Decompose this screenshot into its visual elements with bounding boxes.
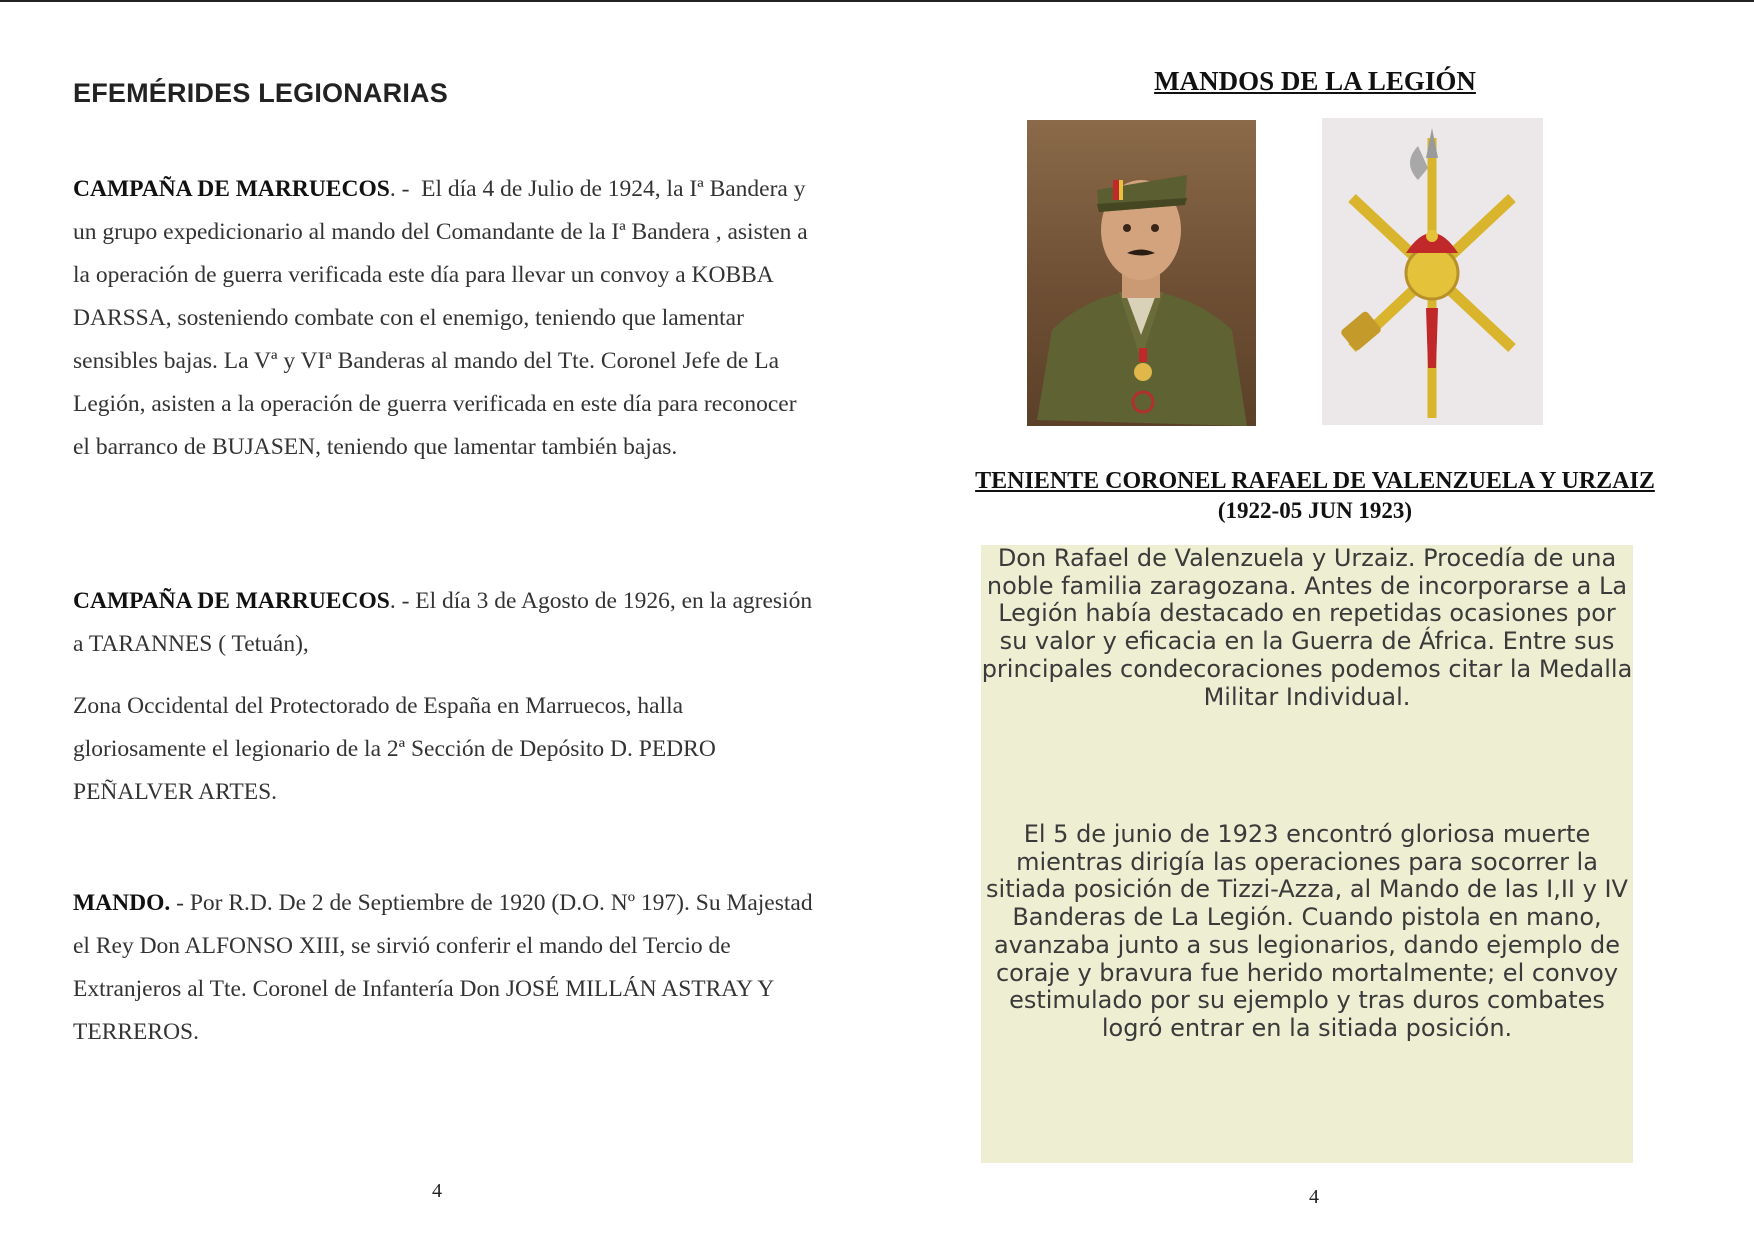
entry-2-text: El día 3 de Agosto de 1926, en la agresión a TARANNES ( Tetuán), [73,588,813,657]
entry-2-heading: CAMPAÑA DE MARRUECOS [73,588,390,614]
biography-paragraph-1: Don Rafael de Valenzuela y Urzaiz. Procedía de una noble familia zaragozana. Antes de incorporarse a La Legión había destacado en repetidas ocasiones por su valor y eficacia en la Guerra de África. Entre sus principales condecoraciones podemos citar la Medalla Militar Individual. [981,544,1633,711]
right-page-title: MANDOS DE LA LEGIÓN [1154,66,1476,96]
biography-box [981,545,1633,1163]
legion-emblem-drawing [1322,118,1543,425]
entry-1-text: El día 4 de Julio de 1924, la Iª Bandera y un grupo expedicionario al mando del Comandante de la Iª Bandera , asisten a la operación de guerra verificada este día para llevar un convoy a KOBBA DARSSA, sosteniendo combate con el enemigo, teniendo que lamentar sensibles bajas. La Vª y VIª Banderas al mando del Tte. Coronel Jefe de La Legión, asisten a la operación de guerra verificada en este día para reconocer el barranco de BUJASEN, teniendo que lamentar también bajas. [73,176,808,460]
top-border-line [0,0,1754,2]
left-page-title: EFEMÉRIDES LEGIONARIAS [73,78,448,108]
biography-paragraph-2: El 5 de junio de 1923 encontró gloriosa muerte mientras dirigía las operaciones para socorrer la sitiada posición de Tizzi-Azza, al Mando de las I,II y IV Banderas de La Legión. Cuando pistola en mano, avanzaba junto a sus legionarios, dando ejemplo de coraje y bravura fue herido mortalmente; el convoy estimulado por su ejemplo y tras duros combates logró entrar en la sitiada posición. [986,820,1628,1042]
officer-portrait-image [1027,120,1256,426]
entry-2-continuation: Zona Occidental del Protectorado de España en Marruecos, halla gloriosamente el legionario de la 2ª Sección de Depósito D. PEDRO PEÑALVER ARTES. [73,693,716,805]
officer-service-dates: (1922-05 JUN 1923) [1217,498,1413,523]
entry-2-separator: . - [389,588,410,614]
entry-3-text: Por R.D. De 2 de Septiembre de 1920 (D.O. Nº 197). Su Majestad el Rey Don ALFONSO XIII, se sirvió conferir el mando del Tercio de Extranjeros al Tte. Coronel de Infantería Don JOSÉ MILLÁN ASTRAY Y TERREROS. [73,890,813,1045]
entry-1-heading: CAMPAÑA DE MARRUECOS [73,176,390,202]
officer-name-heading: TENIENTE CORONEL RAFAEL DE VALENZUELA Y URZAIZ [975,468,1655,494]
legion-emblem-image [1322,118,1543,425]
entry-1-separator: . - [389,176,410,202]
entry-2 [73,580,813,666]
entry-3-heading: MANDO. [73,890,171,916]
officer-portrait-drawing [1027,120,1256,426]
right-page-number: 4 [1309,1186,1319,1208]
entry-1 [73,168,813,469]
entry-3-separator: - [170,890,184,916]
entry-3 [73,882,813,1054]
left-page-number: 4 [432,1180,442,1202]
